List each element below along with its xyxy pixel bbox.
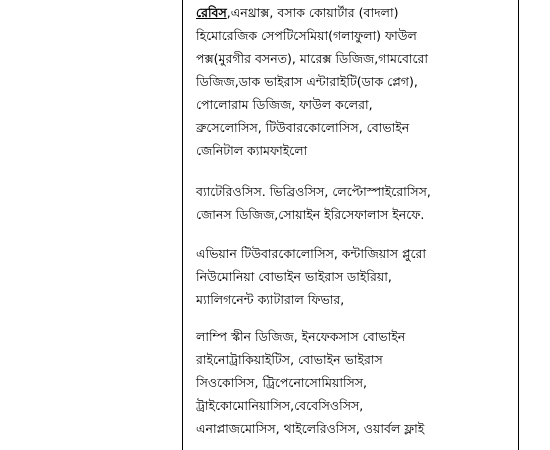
disease-paragraph-2 xyxy=(196,180,431,226)
text-line: লাম্পি স্কীন ডিজিজ, ইনফেকসাস বোভাইন xyxy=(196,329,406,344)
table-right-border xyxy=(518,0,519,450)
disease-paragraph-4 xyxy=(196,325,424,440)
text-line: ব্যাটেরিওসিস. ভিব্রিওসিস, লেপ্টোস্পাইরোসিস, xyxy=(196,184,431,199)
text-line: পোলোরাম ডিজিজ, ফাউল কলেরা, xyxy=(196,97,373,112)
disease-paragraph-1 xyxy=(196,1,428,162)
disease-paragraph-3 xyxy=(196,242,426,311)
text-line: সিওকোসিস, ট্রিপেনোসোমিয়াসিস, xyxy=(196,375,368,390)
text-line: জেনিটাল ক্যামফাইলো xyxy=(196,143,308,158)
text-line xyxy=(196,1,428,24)
text-line: জোনস ডিজিজ,সোয়াইন ইরিসেফালাস ইনফে. xyxy=(196,207,425,222)
text-line: রাইনোট্রাকিয়াইটিস, বোভাইন ভাইরাস xyxy=(196,352,383,367)
text-line: ট্রাইকোমোনিয়াসিস,বেবেসিওসিস, xyxy=(196,398,364,413)
text-line: ডিজিজ,ডাক ভাইরাস এন্টারাইটি(ডাক প্লেগ), xyxy=(196,74,418,89)
text-line: ম্যালিগনেন্ট ক্যাটারাল ফিভার, xyxy=(196,292,345,307)
text-line: এভিয়ান টিউবারকোলোসিস, কন্টাজিয়াস প্লুরো xyxy=(196,246,427,261)
lead-term: রেবিস xyxy=(196,5,227,20)
text-line: এনাপ্লাজমোসিস, থাইলেরিওসিস, ওয়ার্বল ফ্লাই xyxy=(196,421,425,436)
text-line: নিউমোনিয়া বোভাইন ভাইরাস ডাইরিয়া, xyxy=(196,269,392,284)
table-left-border xyxy=(182,0,183,450)
text-line: হিমোরেজিক সেপটিসেমিয়া(গলাফুলা) ফাউল xyxy=(196,28,417,43)
text-line: ব্রুসেলোসিস, টিউবারকোলোসিস, বোভাইন xyxy=(196,120,410,135)
text-line: পক্স(মুরগীর বসনত), মারেক্স ডিজিজ,গামবোরো xyxy=(196,51,429,66)
line-text: ,এনথ্রাক্স, বসাক কোয়ার্টার (বাদলা) xyxy=(226,5,399,20)
